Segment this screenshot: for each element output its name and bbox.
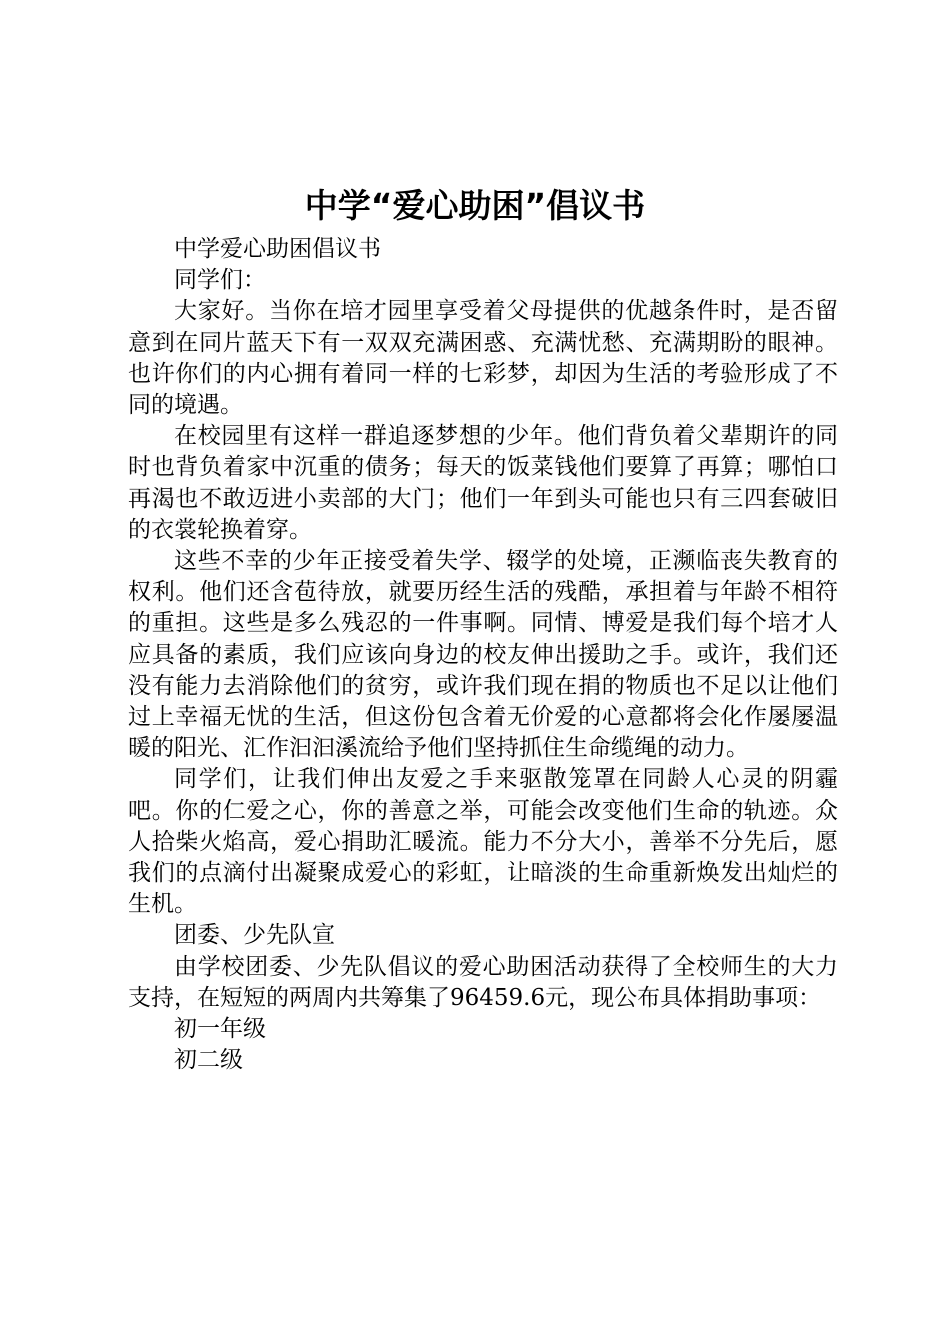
grade-heading: 初二级 [174,1047,243,1074]
body-paragraph: 大家好。当你在培才园里享受着父母提供的优越条件时，是否留意到在同片蓝天下有一双双充满困惑、充满忧愁、充满期盼的眼神。也许你们的内心拥有着同一样的七彩梦，却因为生活的考验形成了不同的境遇。 [128,298,838,419]
subtitle-line: 中学爱心助困倡议书 [174,236,381,262]
body-paragraph: 由学校团委、少先队倡议的爱心助困活动获得了全校师生的大力支持，在短短的两周内共筹集了96459.6元，现公布具体捐助事项： [128,953,838,1011]
document-title: 中学“爱心助困”倡议书 [304,186,646,225]
document-body [128,234,838,1076]
body-paragraph: 这些不幸的少年正接受着失学、辍学的处境，正濒临丧失教育的权利。他们还含苞待放，就要历经生活的残酷，承担着与年龄不相符的重担。这些是多么残忍的一件事啊。同情、博爱是我们每个培才人应具备的素质，我们应该向身边的校友伸出援助之手。或许，我们还没有能力去消除他们的贫穷，或许我们现在捐的物质也不足以让他们过上幸福无忧的生活，但这份包含着无价爱的心意都将会化作屡屡温暖的阳光、汇作汩汩溪流给予他们坚持抓住生命缆绳的动力。 [128,548,838,762]
signature-line: 团委、少先队宣 [174,922,335,949]
body-paragraph: 同学们，让我们伸出友爱之手来驱散笼罩在同龄人心灵的阴霾吧。你的仁爱之心，你的善意之举，可能会改变他们生命的轨迹。众人拾柴火焰高，爱心捐助汇暖流。能力不分大小，善举不分先后，愿我们的点滴付出凝聚成爱心的彩虹，让暗淡的生命重新焕发出灿烂的生机。 [128,766,838,918]
salutation: 同学们： [174,267,266,294]
body-paragraph: 在校园里有这样一群追逐梦想的少年。他们背负着父辈期许的同时也背负着家中沉重的债务；每天的饭菜钱他们要算了再算；哪怕口再渴也不敢迈进小卖部的大门；他们一年到头可能也只有三四套破旧的衣裳轮换着穿。 [128,423,838,543]
grade-heading: 初一年级 [174,1016,266,1043]
